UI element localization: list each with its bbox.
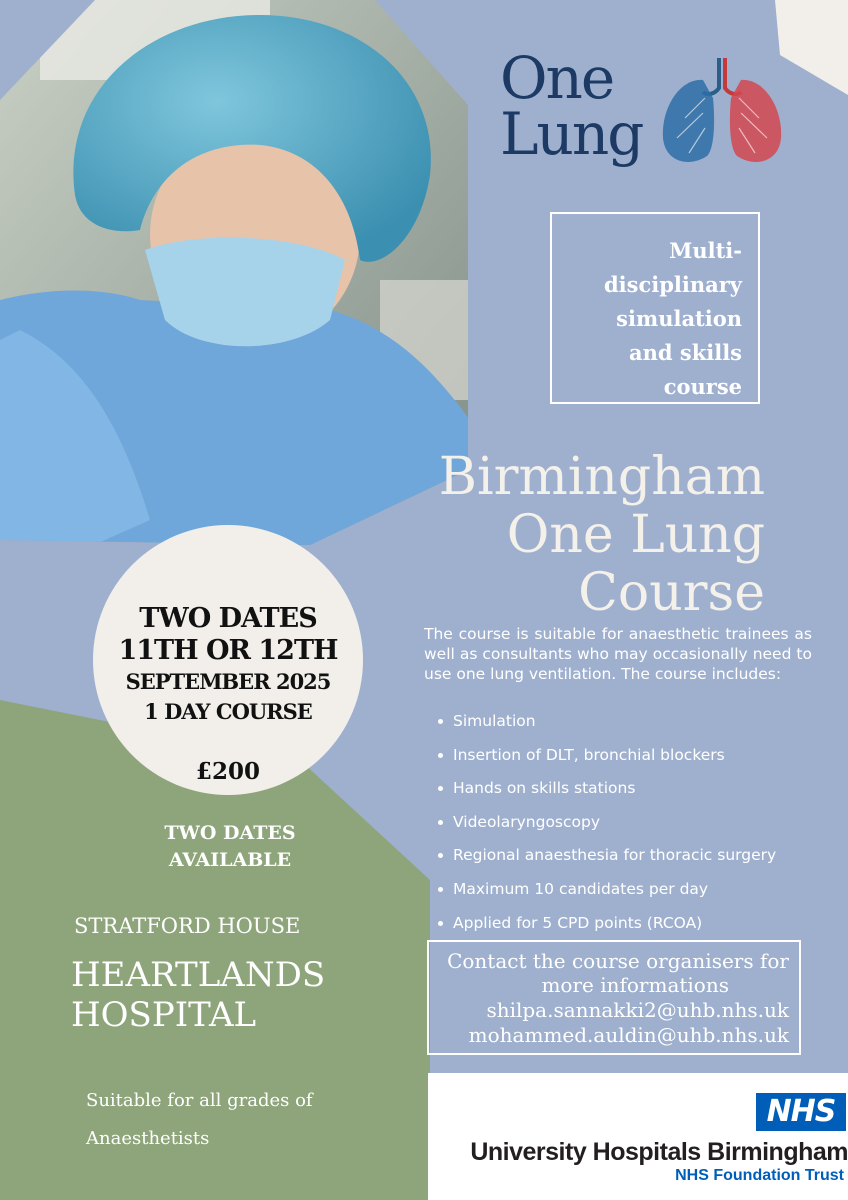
suitability-line-1: Suitable for all grades of [86, 1090, 313, 1111]
contact-heading-line-1: Contact the course organisers for [447, 949, 789, 973]
nhs-logo: NHS [756, 1093, 846, 1131]
tagline-box [550, 212, 760, 404]
suitability-note [86, 1082, 386, 1158]
trust-name: NHS Foundation Trust [675, 1167, 844, 1184]
tagline-line: and skills [629, 340, 742, 365]
contact-heading-line-2: more informations [541, 973, 729, 997]
tagline-line: Multi- [669, 238, 742, 263]
dates-text [93, 603, 363, 727]
venue-hospital-line-2: HOSPITAL [71, 995, 257, 1035]
course-title-line: Course [578, 563, 765, 623]
footer-nhs-branding [428, 1073, 848, 1200]
logo-wordmark [500, 44, 670, 168]
tagline-line: course [663, 374, 742, 399]
course-description: The course is suitable for anaesthetic trainees as well as consultants who may occasionally need to use one lung ventilation. The course includes: [424, 625, 812, 683]
logo-line-2: Lung [500, 100, 643, 168]
list-item: Applied for 5 CPD points (RCOA) [438, 909, 838, 943]
venue-hospital [71, 955, 325, 1035]
list-item: Simulation [438, 707, 838, 741]
list-item: Hands on skills stations [438, 774, 838, 808]
availability-text [120, 820, 340, 874]
dates-line-2: 11TH OR 12TH [118, 635, 338, 666]
contact-email-1[interactable]: shilpa.sannakki2@uhb.nhs.uk [486, 998, 789, 1022]
list-item: Regional anaesthesia for thoracic surgery [438, 841, 838, 875]
suitability-line-2: Anaesthetists [86, 1128, 210, 1149]
course-price: £200 [195, 758, 260, 785]
list-item: Insertion of DLT, bronchial blockers [438, 741, 838, 775]
venue-building: STRATFORD HOUSE [74, 914, 301, 938]
availability-line-1: TWO DATES [164, 822, 296, 844]
availability-line-2: AVAILABLE [168, 849, 292, 871]
course-title-line: One Lung [506, 505, 765, 565]
tagline [572, 234, 742, 404]
dates-line-1: TWO DATES [139, 603, 317, 634]
logo-line-1: One [500, 44, 614, 112]
lungs-icon [655, 58, 790, 170]
dates-line-4: 1 DAY COURSE [144, 699, 312, 724]
list-item: Maximum 10 candidates per day [438, 875, 838, 909]
course-title-line: Birmingham [438, 447, 765, 507]
course-includes-list [438, 707, 838, 942]
course-title [380, 448, 765, 622]
list-item: Videolaryngoscopy [438, 808, 838, 842]
venue-hospital-line-1: HEARTLANDS [71, 955, 326, 995]
contact-box [427, 940, 801, 1055]
tagline-line: simulation [616, 306, 742, 331]
tagline-line: disciplinary [603, 272, 742, 297]
contact-email-2[interactable]: mohammed.auldin@uhb.nhs.uk [468, 1023, 789, 1047]
dates-line-3: SEPTEMBER 2025 [125, 669, 331, 694]
organisation-name: University Hospitals Birmingham [470, 1138, 848, 1166]
